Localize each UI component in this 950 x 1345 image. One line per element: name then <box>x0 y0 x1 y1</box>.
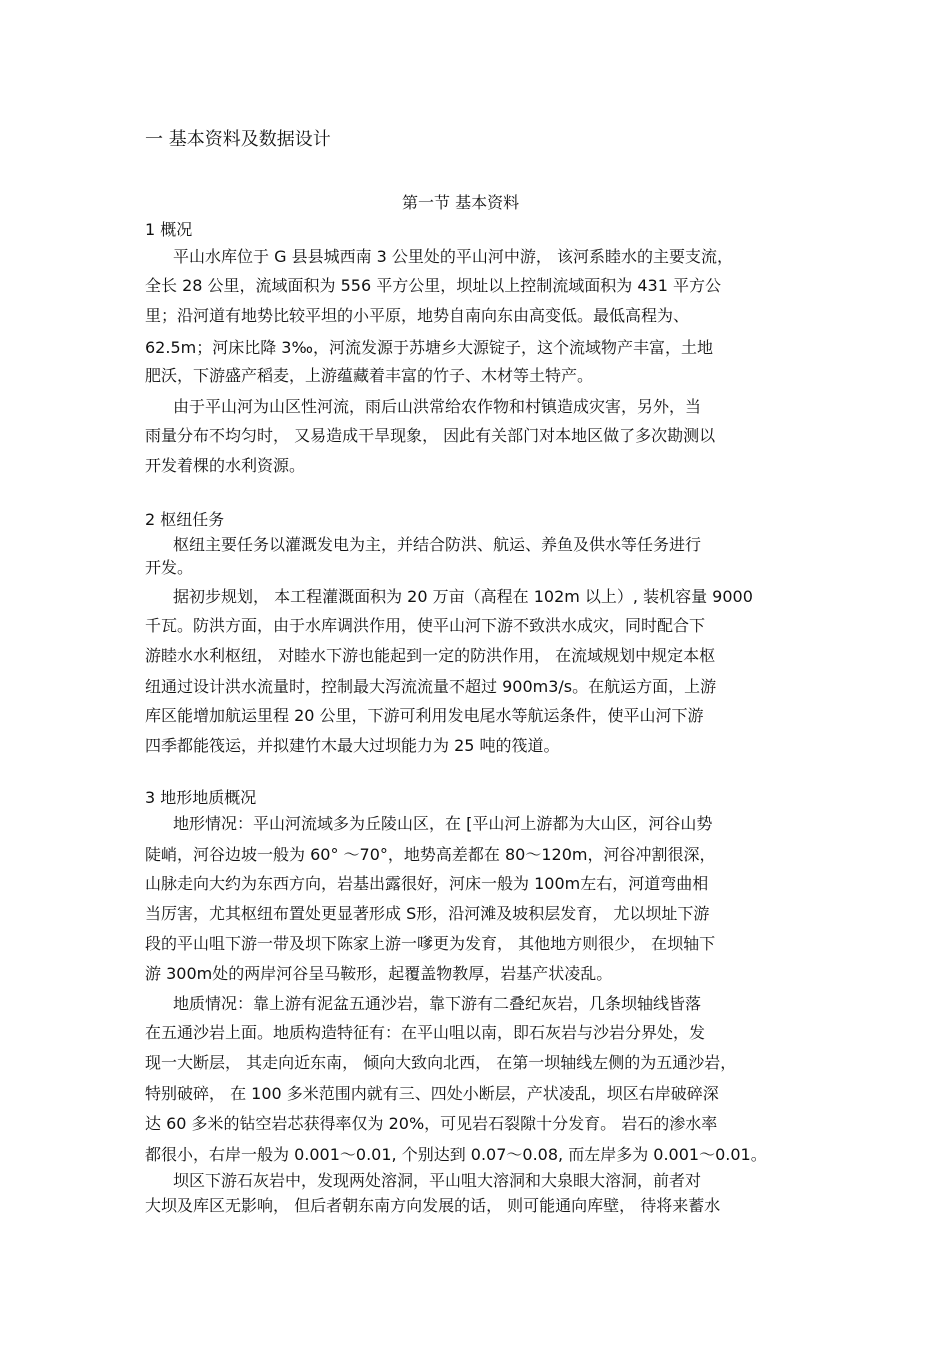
paragraph-line: 达 60 多米的钻空岩芯获得率仅为 20%，可见岩石裂隙十分发育。 岩石的渗水率 <box>145 1114 718 1133</box>
paragraph-line: 纽通过设计洪水流量时，控制最大泻流流量不超过 900m3/s。在航运方面，上游 <box>145 677 717 696</box>
paragraph-line: 在五通沙岩上面。地质构造特征有：在平山咀以南，即石灰岩与沙岩分界处，发 <box>145 1023 706 1042</box>
paragraph-line: 平山水库位于 G 县县城西南 3 公里处的平山河中游， 该河系睦水的主要支流， <box>173 247 734 266</box>
paragraph-line: 库区能增加航运里程 20 公里，下游可利用发电尾水等航运条件，使平山河下游 <box>145 706 704 725</box>
paragraph-line: 开发。 <box>145 558 194 577</box>
chapter-title: 一 基本资料及数据设计 <box>145 129 331 150</box>
paragraph-line: 特别破碎， 在 100 多米范围内就有三、四处小断层，产状凌乱，坝区右岸破碎深 <box>145 1084 719 1103</box>
paragraph-line: 现一大断层， 其走向近东南， 倾向大致向北西， 在第一坝轴线左侧的为五通沙岩， <box>145 1053 737 1072</box>
s3-heading: 3 地形地质概况 <box>145 788 257 807</box>
s2-heading: 2 枢纽任务 <box>145 510 225 529</box>
paragraph-line: 枢纽主要任务以灌溉发电为主，并结合防洪、航运、养鱼及供水等任务进行 <box>173 535 702 554</box>
paragraph-line: 62.5m；河床比降 3‰，河流发源于苏塘乡大源锭子，这个流域物产丰富，土地 <box>145 338 713 357</box>
paragraph-line: 游 300m处的两岸河谷呈马鞍形，起覆盖物教厚，岩基产状凌乱。 <box>145 964 613 983</box>
paragraph-line: 四季都能筏运，并拟建竹木最大过坝能力为 25 吨的筏道。 <box>145 736 560 755</box>
paragraph-line: 段的平山咀下游一带及坝下陈家上游一嗲更为发育， 其他地方则很少， 在坝轴下 <box>145 934 716 953</box>
paragraph-line: 游睦水水利枢纽， 对睦水下游也能起到一定的防洪作用， 在流域规划中规定本枢 <box>145 646 716 665</box>
paragraph-line: 地形情况：平山河流域多为丘陵山区，在 [平山河上游都为大山区，河谷山势 <box>173 814 713 833</box>
paragraph-line: 当厉害，尤其枢纽布置处更显著形成 S形，沿河滩及坡积层发育， 尤以坝址下游 <box>145 904 710 923</box>
paragraph-line: 全长 28 公里，流域面积为 556 平方公里，坝址以上控制流域面积为 431 平方公 <box>145 276 721 295</box>
paragraph-line: 都很小，右岸一般为 0.001～0.01, 个别达到 0.07～0.08, 而左岸多为 0.001～0.01。 <box>145 1145 767 1164</box>
section-title: 第一节 基本资料 <box>402 193 520 212</box>
paragraph-line: 开发着棵的水利资源。 <box>145 456 306 475</box>
paragraph-line: 据初步规划， 本工程灌溉面积为 20 万亩（高程在 102m 以上）, 装机容量 9000 <box>173 587 753 606</box>
paragraph-line: 由于平山河为山区性河流，雨后山洪常给农作物和村镇造成灾害，另外，当 <box>173 397 702 416</box>
paragraph-line: 肥沃，下游盛产稻麦，上游蕴藏着丰富的竹子、木材等土特产。 <box>145 366 594 385</box>
paragraph-line: 山脉走向大约为东西方向，岩基出露很好，河床一般为 100m左右，河道弯曲相 <box>145 874 709 893</box>
paragraph-line: 坝区下游石灰岩中，发现两处溶洞，平山咀大溶洞和大泉眼大溶洞，前者对 <box>173 1171 702 1190</box>
paragraph-line: 地质情况：靠上游有泥盆五通沙岩，靠下游有二叠纪灰岩，几条坝轴线皆落 <box>173 994 702 1013</box>
paragraph-line: 陡峭，河谷边坡一般为 60° ～70°，地势高差都在 80～120m，河谷冲割很深， <box>145 845 716 864</box>
paragraph-line: 千瓦。防洪方面，由于水库调洪作用，使平山河下游不致洪水成灾，同时配合下 <box>145 616 706 635</box>
paragraph-line: 雨量分布不均匀时， 又易造成干旱现象， 因此有关部门对本地区做了多次勘测以 <box>145 426 716 445</box>
paragraph-line: 大坝及库区无影响， 但后者朝东南方向发展的话， 则可能通向库壁， 待将来蓄水 <box>145 1196 721 1215</box>
paragraph-line: 里；沿河道有地势比较平坦的小平原，地势自南向东由高变低。最低高程为、 <box>145 306 690 325</box>
s1-heading: 1 概况 <box>145 220 193 239</box>
